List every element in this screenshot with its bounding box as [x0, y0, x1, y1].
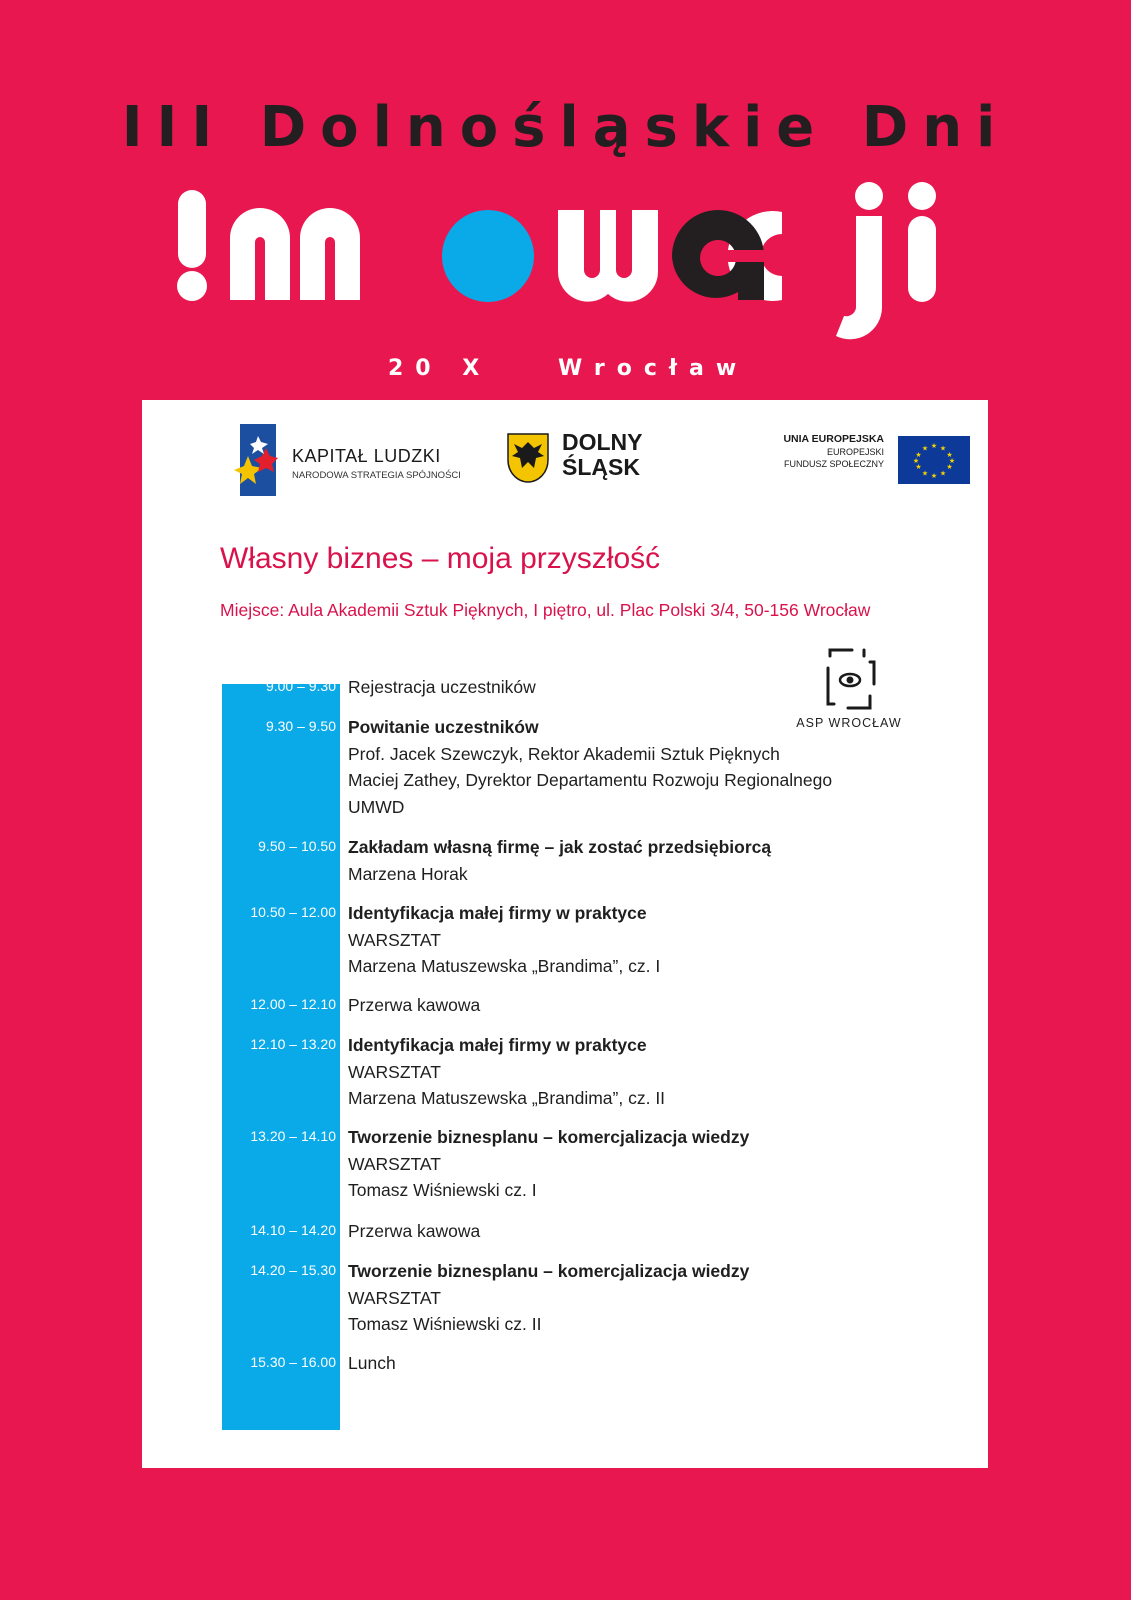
schedule-time-column — [222, 684, 340, 1430]
svg-text:★: ★ — [946, 451, 953, 459]
session-title: Tworzenie biznesplanu – komercjalizacja wiedzy — [348, 1261, 750, 1281]
dolny-slask-coat-of-arms-icon — [504, 430, 552, 486]
schedule-time: 12.00 – 12.10 — [250, 996, 336, 1012]
schedule-time: 9.00 – 9.30 — [265, 678, 336, 694]
event-date: 20 X — [388, 356, 492, 381]
session-title: Zakładam własną firmę – jak zostać przedsiębiorcą — [348, 837, 772, 857]
session-title: Identyfikacja małej firmy w praktyce — [348, 903, 647, 923]
dolny-slask-line1: DOLNY — [562, 429, 643, 455]
schedule-time: 15.30 – 16.00 — [250, 1354, 336, 1370]
event-city: Wrocław — [558, 356, 749, 381]
schedule-time: 14.20 – 15.30 — [250, 1262, 336, 1278]
schedule-time: 10.50 – 12.00 — [250, 904, 336, 920]
session-detail: Rejestracja uczestników — [348, 677, 536, 697]
dolny-slask-line2: ŚLĄSK — [562, 454, 640, 480]
eu-line3: FUNDUSZ SPOŁECZNY — [783, 459, 884, 469]
session-detail: Tomasz Wiśniewski cz. I — [348, 1180, 537, 1200]
event-place: Miejsce: Aula Akademii Sztuk Pięknych, I piętro, ul. Plac Polski 3/4, 50-156 Wrocław — [220, 600, 871, 620]
eu-logo — [690, 426, 970, 486]
svg-text:★: ★ — [939, 444, 947, 453]
schedule-time: 14.10 – 14.20 — [250, 1222, 336, 1238]
svg-text:★: ★ — [912, 457, 920, 465]
kapital-ludzki-title: KAPITAŁ LUDZKI — [292, 446, 441, 466]
schedule-description — [348, 900, 660, 980]
session-detail: Lunch — [348, 1353, 396, 1373]
event-date-location — [388, 356, 749, 381]
svg-text:★: ★ — [915, 463, 922, 471]
svg-text:★: ★ — [946, 463, 953, 471]
session-detail: UMWD — [348, 796, 405, 817]
svg-text:★: ★ — [930, 442, 938, 450]
svg-text:★: ★ — [915, 451, 922, 459]
kapital-ludzki-emblem-icon — [230, 422, 286, 498]
session-detail: Prof. Jacek Szewczyk, Rektor Akademii Sztuk Pięknych — [348, 743, 780, 764]
svg-text:★: ★ — [921, 469, 929, 478]
schedule-description — [348, 1032, 665, 1112]
session-title: Powitanie uczestników — [348, 717, 539, 737]
schedule-description — [348, 1218, 480, 1245]
session-detail: WARSZTAT — [348, 1287, 441, 1308]
eu-line2: EUROPEJSKI — [826, 447, 884, 457]
event-title: Własny biznes – moja przyszłość — [220, 542, 661, 575]
session-title: Identyfikacja małej firmy w praktyce — [348, 1035, 647, 1055]
eu-text — [783, 432, 884, 470]
eu-flag-icon — [898, 436, 970, 484]
session-detail: Marzena Matuszewska „Brandima”, cz. I — [348, 956, 661, 976]
dolny-slask-wordmark — [562, 430, 672, 480]
kapital-ludzki-subtitle: NARODOWA STRATEGIA SPÓJNOŚCI — [292, 470, 461, 481]
session-detail: Marzena Horak — [348, 863, 468, 884]
session-detail: WARSZTAT — [348, 1153, 441, 1174]
eu-line1: UNIA EUROPEJSKA — [783, 433, 884, 445]
asp-emblem-icon — [794, 648, 904, 712]
session-detail: WARSZTAT — [348, 929, 441, 950]
schedule-time: 12.10 – 13.20 — [250, 1036, 336, 1052]
svg-text:★: ★ — [939, 469, 947, 478]
session-detail: WARSZTAT — [348, 1061, 441, 1082]
session-detail: Maciej Zathey, Dyrektor Departamentu Rozwoju Regionalnego — [348, 770, 833, 790]
dolny-slask-logo — [504, 422, 664, 498]
session-detail: Przerwa kawowa — [348, 995, 481, 1015]
innowacji-logo — [172, 180, 972, 340]
schedule-description — [348, 1258, 749, 1338]
schedule-description — [348, 714, 832, 820]
schedule-description — [348, 674, 536, 701]
session-title: Tworzenie biznesplanu – komercjalizacja wiedzy — [348, 1127, 750, 1147]
schedule-description — [348, 1350, 396, 1377]
svg-text:★: ★ — [930, 472, 938, 480]
asp-label: ASP WROCŁAW — [796, 716, 902, 730]
session-detail: Marzena Matuszewska „Brandima”, cz. II — [348, 1088, 666, 1108]
session-detail: Tomasz Wiśniewski cz. II — [348, 1314, 542, 1334]
svg-text:★: ★ — [948, 457, 956, 465]
session-detail: Przerwa kawowa — [348, 1221, 481, 1241]
event-series-title: III Dolnośląskie Dni — [121, 95, 1010, 160]
schedule-description — [348, 834, 771, 887]
kapital-ludzki-logo — [230, 422, 470, 498]
schedule-time: 9.30 – 9.50 — [265, 718, 336, 734]
schedule-time: 13.20 – 14.10 — [250, 1128, 336, 1144]
svg-text:★: ★ — [921, 444, 929, 453]
schedule-time: 9.50 – 10.50 — [258, 838, 336, 854]
program-panel — [142, 400, 988, 1468]
schedule-description — [348, 1124, 749, 1204]
schedule-description — [348, 992, 480, 1019]
